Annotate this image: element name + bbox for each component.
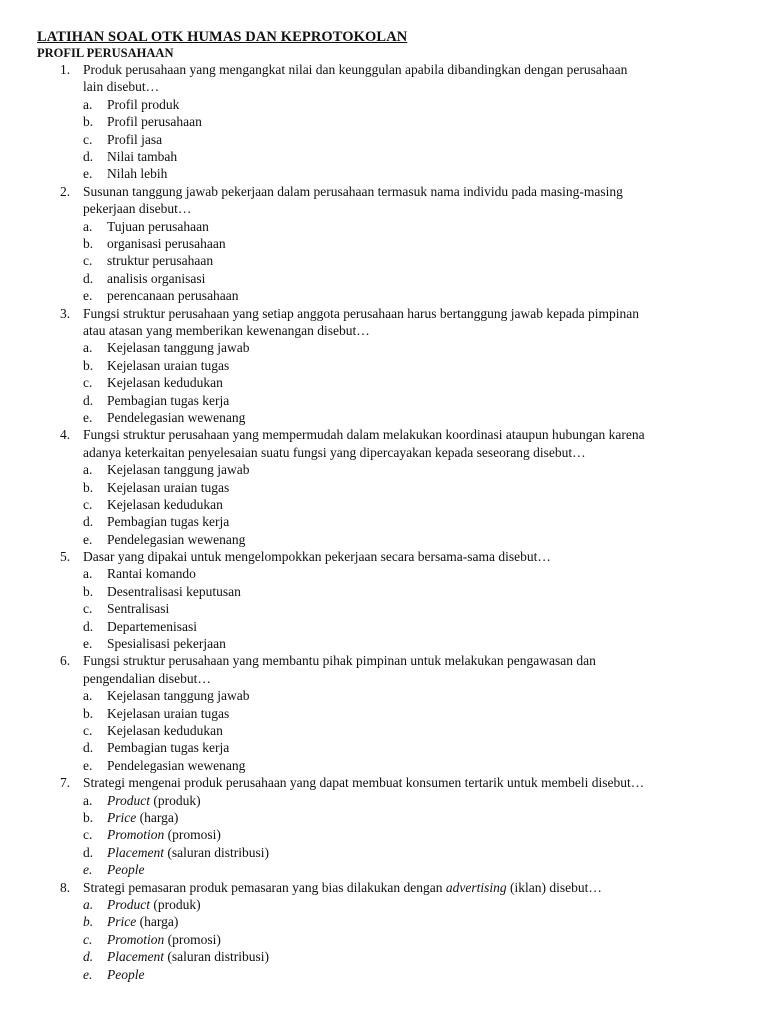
answer-option: [0, 339, 768, 356]
option-letter: b.: [83, 235, 94, 251]
option-letter: c.: [83, 827, 93, 843]
option-text: Nilah lebih: [107, 166, 168, 182]
option-letter: d.: [83, 148, 94, 164]
answer-option: [0, 931, 768, 948]
option-text-italic: Price: [107, 914, 137, 930]
option-text-plain: (produk): [150, 896, 201, 912]
answer-option: [0, 235, 768, 252]
answer-option: [0, 948, 768, 965]
question-item: [0, 61, 768, 183]
option-letter: c.: [83, 131, 93, 147]
question-line: [83, 879, 733, 896]
option-text-italic: People: [107, 966, 145, 982]
answer-option: [0, 357, 768, 374]
option-letter: e.: [83, 531, 93, 547]
option-text: Kejelasan kedudukan: [107, 723, 223, 739]
option-text: [107, 792, 201, 809]
option-text: [107, 861, 144, 878]
answer-option: [0, 809, 768, 826]
option-text-italic: Placement: [107, 949, 164, 965]
question-number: 2.: [60, 183, 71, 199]
answer-option: [0, 635, 768, 652]
answer-option: [0, 479, 768, 496]
option-letter: d.: [83, 270, 94, 286]
option-text: Pendelegasian wewenang: [107, 409, 246, 425]
option-letter: d.: [83, 844, 94, 860]
option-text: Sentralisasi: [107, 601, 170, 617]
option-letter: e.: [83, 409, 93, 425]
option-letter: c.: [83, 723, 93, 739]
answer-option: [0, 270, 768, 287]
question-number: 1.: [60, 62, 71, 77]
option-letter: b.: [83, 583, 94, 599]
option-text: analisis organisasi: [107, 270, 206, 286]
option-text-plain: (promosi): [164, 931, 221, 947]
option-text: Kejelasan kedudukan: [107, 496, 223, 512]
question-item: [0, 305, 768, 427]
answer-option: [0, 792, 768, 809]
answer-option: [0, 687, 768, 704]
option-letter: c.: [83, 253, 93, 269]
answer-option: [0, 374, 768, 391]
option-text: [107, 809, 178, 826]
question-item: [0, 652, 768, 774]
option-text: [107, 948, 269, 965]
answer-option: [0, 722, 768, 739]
option-text-plain: (promosi): [164, 827, 221, 843]
answer-option: [0, 600, 768, 617]
option-text: Kejelasan tanggung jawab: [107, 462, 250, 478]
answer-option: [0, 218, 768, 235]
option-letter: b.: [83, 114, 94, 130]
option-letter: c.: [83, 931, 93, 947]
option-letter: b.: [83, 809, 94, 825]
option-text: Profil jasa: [107, 131, 163, 147]
option-text-italic: Price: [107, 809, 137, 825]
question-line: pekerjaan disebut…: [83, 201, 192, 217]
option-letter: b.: [83, 479, 94, 495]
option-text: Nilai tambah: [107, 148, 178, 164]
option-text: Rantai komando: [107, 566, 196, 582]
answer-option: [0, 392, 768, 409]
option-letter: d.: [83, 514, 94, 530]
answer-option: [0, 131, 768, 148]
question-text: [83, 426, 733, 461]
answer-option: [0, 461, 768, 478]
answer-option: [0, 861, 768, 878]
option-text: [107, 826, 221, 843]
answer-option: [0, 287, 768, 304]
option-text: [107, 966, 144, 983]
question-text: [83, 774, 733, 791]
option-text: Pembagian tugas kerja: [107, 392, 230, 408]
option-text: Pendelegasian wewenang: [107, 757, 246, 773]
answer-option: [0, 966, 768, 983]
answer-option: [0, 165, 768, 182]
answer-option: [0, 409, 768, 426]
option-letter: b.: [83, 705, 94, 721]
question-text-italic: advertising: [445, 879, 507, 895]
question-item: [0, 774, 768, 878]
question-number: 4.: [60, 427, 71, 443]
option-text: struktur perusahaan: [107, 253, 214, 269]
question-line: Produk perusahaan yang mengangkat nilai dan keunggulan apabila dibandingkan dengan perusahaan: [83, 62, 628, 77]
option-text: [107, 896, 201, 913]
option-text: Kejelasan tanggung jawab: [107, 688, 250, 704]
option-letter: d.: [83, 740, 94, 756]
question-text: [83, 61, 733, 96]
option-letter: c.: [83, 375, 93, 391]
answer-option: [0, 705, 768, 722]
answer-option: [0, 739, 768, 756]
question-number: 5.: [60, 549, 71, 565]
answer-option: [0, 148, 768, 165]
question-item: [0, 548, 768, 652]
question-line: Dasar yang dipakai untuk mengelompokkan pekerjaan secara bersama-sama disebut…: [83, 549, 551, 565]
option-letter: d.: [83, 949, 94, 965]
option-text-plain: (harga): [136, 914, 179, 930]
option-letter: e.: [83, 966, 93, 982]
answer-option: [0, 96, 768, 113]
option-letter: a.: [83, 896, 94, 912]
question-item: [0, 879, 768, 983]
section-heading: PROFIL PERUSAHAAN: [37, 46, 174, 60]
question-list: [0, 61, 768, 983]
option-letter: a.: [83, 96, 93, 112]
question-text: [83, 879, 733, 896]
option-text: Kejelasan uraian tugas: [107, 479, 230, 495]
option-text: Desentralisasi keputusan: [107, 583, 241, 599]
question-line: Fungsi struktur perusahaan yang setiap anggota perusahaan harus bertanggung jawab kepada pimpinan: [83, 305, 639, 321]
answer-option: [0, 565, 768, 582]
option-letter: a.: [83, 340, 93, 356]
option-text-plain: (produk): [150, 792, 201, 808]
option-text-italic: Product: [107, 896, 150, 912]
option-text: Kejelasan tanggung jawab: [107, 340, 250, 356]
option-letter: b.: [83, 357, 94, 373]
option-letter: d.: [83, 618, 94, 634]
option-letter: a.: [83, 462, 93, 478]
question-text-segment: Strategi pemasaran produk pemasaran yang bias dilakukan dengan: [83, 879, 446, 895]
question-number: 3.: [60, 305, 71, 321]
question-text: [83, 183, 733, 218]
answer-option: [0, 513, 768, 530]
option-text: Profil produk: [107, 96, 180, 112]
option-letter: a.: [83, 688, 93, 704]
option-letter: e.: [83, 862, 93, 878]
answer-option: [0, 252, 768, 269]
option-letter: a.: [83, 566, 93, 582]
option-text-italic: People: [107, 862, 145, 878]
option-letter: e.: [83, 288, 93, 304]
question-item: [0, 426, 768, 548]
option-letter: e.: [83, 636, 93, 652]
question-number: 7.: [60, 775, 71, 791]
answer-option: [0, 531, 768, 548]
option-letter: a.: [83, 218, 93, 234]
option-text: Departemenisasi: [107, 618, 197, 634]
question-line: adanya keterkaitan penyelesaian suatu fungsi yang dipercayakan kepada seseorang disebut…: [83, 444, 586, 460]
option-letter: e.: [83, 757, 93, 773]
question-text: [83, 305, 733, 340]
option-text-plain: (saluran distribusi): [163, 844, 269, 860]
option-text: Kejelasan uraian tugas: [107, 705, 230, 721]
option-text: [107, 844, 269, 861]
question-number: 8.: [60, 879, 71, 895]
option-text-italic: Promotion: [107, 931, 165, 947]
option-letter: e.: [83, 166, 93, 182]
option-letter: b.: [83, 914, 94, 930]
option-letter: c.: [83, 496, 93, 512]
question-line: Susunan tanggung jawab pekerjaan dalam perusahaan termasuk nama individu pada masing-masing: [83, 183, 623, 199]
option-text-plain: (saluran distribusi): [163, 949, 269, 965]
answer-option: [0, 826, 768, 843]
option-text: Kejelasan uraian tugas: [107, 357, 230, 373]
option-letter: a.: [83, 792, 93, 808]
question-text-segment: (iklan) disebut…: [506, 879, 602, 895]
option-text-italic: Product: [107, 792, 150, 808]
answer-option: [0, 583, 768, 600]
option-letter: d.: [83, 392, 94, 408]
answer-option: [0, 496, 768, 513]
option-text: organisasi perusahaan: [107, 235, 226, 251]
option-text-italic: Promotion: [107, 827, 165, 843]
option-text: Pendelegasian wewenang: [107, 531, 246, 547]
question-text: [83, 652, 733, 687]
answer-option: [0, 757, 768, 774]
option-text: Kejelasan kedudukan: [107, 375, 223, 391]
option-text: Pembagian tugas kerja: [107, 740, 230, 756]
document-title: LATIHAN SOAL OTK HUMAS DAN KEPROTOKOLAN: [37, 29, 408, 45]
option-letter: c.: [83, 601, 93, 617]
option-text-italic: Placement: [107, 844, 164, 860]
answer-option: [0, 113, 768, 130]
question-number: 6.: [60, 653, 71, 669]
option-text: Profil perusahaan: [107, 114, 202, 130]
answer-option: [0, 618, 768, 635]
answer-option: [0, 913, 768, 930]
option-text: Tujuan perusahaan: [107, 218, 209, 234]
question-line: pengendalian disebut…: [83, 670, 211, 686]
option-text-plain: (harga): [136, 809, 179, 825]
option-text: [107, 913, 178, 930]
answer-option: [0, 896, 768, 913]
option-text: Spesialisasi pekerjaan: [107, 636, 226, 652]
option-text: [107, 931, 221, 948]
question-line: Strategi mengenai produk perusahaan yang dapat membuat konsumen tertarik untuk membeli disebut…: [83, 775, 645, 791]
question-line: Fungsi struktur perusahaan yang mempermudah dalam melakukan koordinasi ataupun hubungan karena: [83, 427, 645, 443]
question-text: [83, 548, 733, 565]
option-text: perencanaan perusahaan: [107, 288, 239, 304]
question-line: Fungsi struktur perusahaan yang membantu pihak pimpinan untuk melakukan pengawasan dan: [83, 653, 596, 669]
option-text: Pembagian tugas kerja: [107, 514, 230, 530]
answer-option: [0, 844, 768, 861]
question-item: [0, 183, 768, 305]
question-line: lain disebut…: [83, 79, 160, 95]
question-line: atau atasan yang memberikan kewenangan disebut…: [83, 322, 370, 338]
